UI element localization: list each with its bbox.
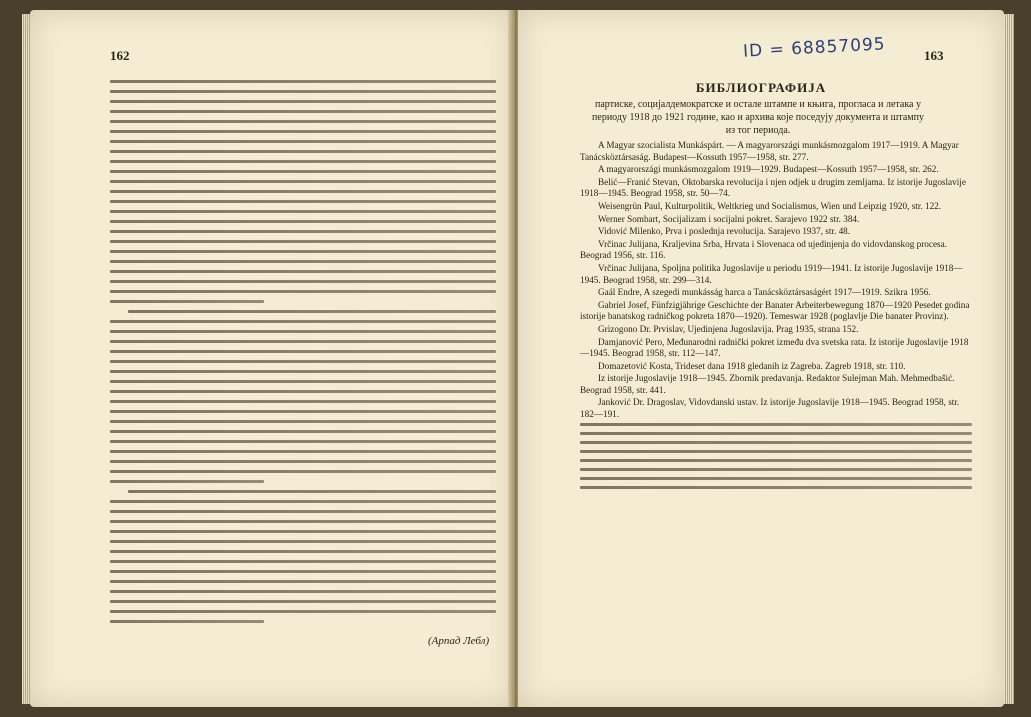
text-line — [110, 370, 496, 373]
text-line — [110, 520, 496, 523]
text-line — [110, 120, 496, 123]
bibliography-entry: Werner Sombart, Socijalizam i socijalni pokret. Sarajevo 1922 str. 384. — [598, 213, 860, 224]
text-line — [110, 590, 496, 593]
text-line — [110, 260, 496, 263]
text-line — [110, 420, 496, 423]
text-line — [110, 350, 496, 353]
text-line — [110, 220, 496, 223]
bibliography-entry: Janković Dr. Dragoslav, Vidovdanski ustav. Iz istorije Jugoslavije 1918—1945. Beograd 1958, str. 182—191. — [580, 397, 960, 420]
text-line — [110, 340, 496, 343]
text-line — [110, 510, 496, 513]
text-line — [580, 468, 972, 471]
text-line — [110, 180, 496, 183]
text-line — [110, 470, 496, 473]
text-line — [110, 80, 496, 83]
text-line — [110, 410, 496, 413]
bibliography-subtitle: партиске, социјалдемократске и остале штампе и књига, прогласа и летака у периоду 1918 до 1921 године, као и архива које поседују документа и штампу из тог периода. — [592, 99, 924, 136]
text-line — [110, 170, 496, 173]
text-line — [110, 440, 496, 443]
bibliography-entry: Damjanović Pero, Međunarodni radnički pokret između dva svetska rata. Iz istorije Jugoslavije 1918—1945. Beograd 1958, str. 112—147. — [580, 336, 969, 359]
body-text — [110, 80, 496, 630]
text-line — [110, 330, 496, 333]
text-line — [110, 300, 264, 303]
text-line — [110, 130, 496, 133]
page-number: 163 — [924, 48, 944, 63]
text-line — [110, 100, 496, 103]
text-line — [110, 460, 496, 463]
bibliography-entry: Vrčinac Julijana, Spoljna politika Jugoslavije u periodu 1919—1941. Iz istorije Jugoslavije 1918—1945. Beograd 1958, str. 299—314. — [580, 262, 963, 285]
text-line — [110, 620, 264, 623]
text-line — [580, 423, 972, 426]
bibliography-entry: Iz istorije Jugoslavije 1918—1945. Zbornik predavanja. Redaktor Sulejman Mah. Mehmedbašić. Beograd 1958, str. 441. — [580, 373, 955, 395]
bibliography-entry: Vidović Milenko, Prva i poslednja revolucija. Sarajevo 1937, str. 48. — [598, 226, 851, 237]
author-attribution: (Арпад Лебл) — [428, 635, 490, 647]
text-line — [110, 270, 496, 273]
text-line — [110, 90, 496, 93]
text-line — [110, 580, 496, 583]
text-line — [110, 610, 496, 613]
text-line — [110, 570, 496, 573]
text-line — [110, 250, 496, 253]
text-line — [110, 400, 496, 403]
bibliography-list — [580, 140, 972, 495]
bibliography-entry: Gaál Endre, A szegedi munkásság harca a Tanácsköztársaságért 1917—1919. Szikra 1956. — [598, 287, 931, 298]
bibliography-entry: Grizogono Dr. Prvislav, Ujedinjena Jugoslavija. Prag 1935, strana 152. — [598, 323, 859, 334]
right-page — [518, 10, 1004, 707]
text-line — [580, 450, 972, 453]
text-line — [580, 486, 972, 489]
text-line — [110, 320, 496, 323]
text-line — [110, 390, 496, 393]
bibliography-entry: A magyarországi munkásmozgalom 1919—1929. Budapest—Kossuth 1957—1958, str. 262. — [598, 164, 939, 175]
text-line — [580, 459, 972, 462]
text-line — [580, 432, 972, 435]
text-line — [128, 310, 496, 313]
text-line — [110, 140, 496, 143]
bibliography-entry: A Magyar szocialista Munkáspárt. — A magyarországi munkásmozgalom 1917—1919. A Magyar Tanácsköztársaság. Budapest—Kossuth 1957—1958, str. 277. — [580, 140, 959, 162]
text-line — [110, 430, 496, 433]
text-line — [110, 360, 496, 363]
text-line — [110, 240, 496, 243]
text-line — [580, 441, 972, 444]
bibliography-entry: Domazetović Kosta, Trideset dana 1918 gledanih iz Zagreba. Zagreb 1918, str. 110. — [598, 360, 906, 371]
text-line — [110, 190, 496, 193]
text-line — [110, 290, 496, 293]
bibliography-title: БИБЛИОГРАФИЈА — [695, 80, 827, 95]
handwritten-id-note: ID = 68857095 — [742, 34, 887, 62]
text-line — [580, 477, 972, 480]
text-line — [110, 110, 496, 113]
text-line — [110, 200, 496, 203]
bibliography-entry: Belić—Franić Stevan, Oktobarska revolucija i njen odjek u drugim zemljama. Iz istorije Jugoslavije 1918—1945. Beograd 1958, str. 50—74. — [580, 176, 966, 199]
text-line — [110, 550, 496, 553]
text-line — [110, 150, 496, 153]
text-line — [110, 450, 496, 453]
bibliography-entry: Gabriel Josef, Fünfzigjährige Geschichte der Banater Arbeiterbewegung 1870—1920 Pesedet godina istorije banatskog radničkog pokreta 1870—1920). Temeswar 1928 (poglavlje Die banater Provinz). — [580, 299, 970, 322]
bibliography-entry: Weisengrün Paul, Kulturpolitik, Weltkrieg und Socialismus, Wien und Leipzig 1920, str. 122. — [598, 200, 942, 211]
text-line — [128, 490, 496, 493]
text-line — [110, 480, 264, 483]
text-line — [110, 230, 496, 233]
left-page — [30, 10, 514, 707]
text-line — [110, 500, 496, 503]
text-line — [110, 160, 496, 163]
bibliography-entry: Vrčinac Julijana, Kraljevina Srba, Hrvata i Slovenaca od ujedinjenja do vidovdanskog procesa. Beograd 1956, str. 116. — [580, 238, 947, 261]
page-number: 162 — [110, 48, 130, 63]
text-line — [110, 530, 496, 533]
text-line — [110, 380, 496, 383]
text-line — [110, 560, 496, 563]
text-line — [110, 280, 496, 283]
text-line — [110, 540, 496, 543]
bibliography-remaining-lines — [580, 423, 972, 489]
text-line — [110, 600, 496, 603]
text-line — [110, 210, 496, 213]
